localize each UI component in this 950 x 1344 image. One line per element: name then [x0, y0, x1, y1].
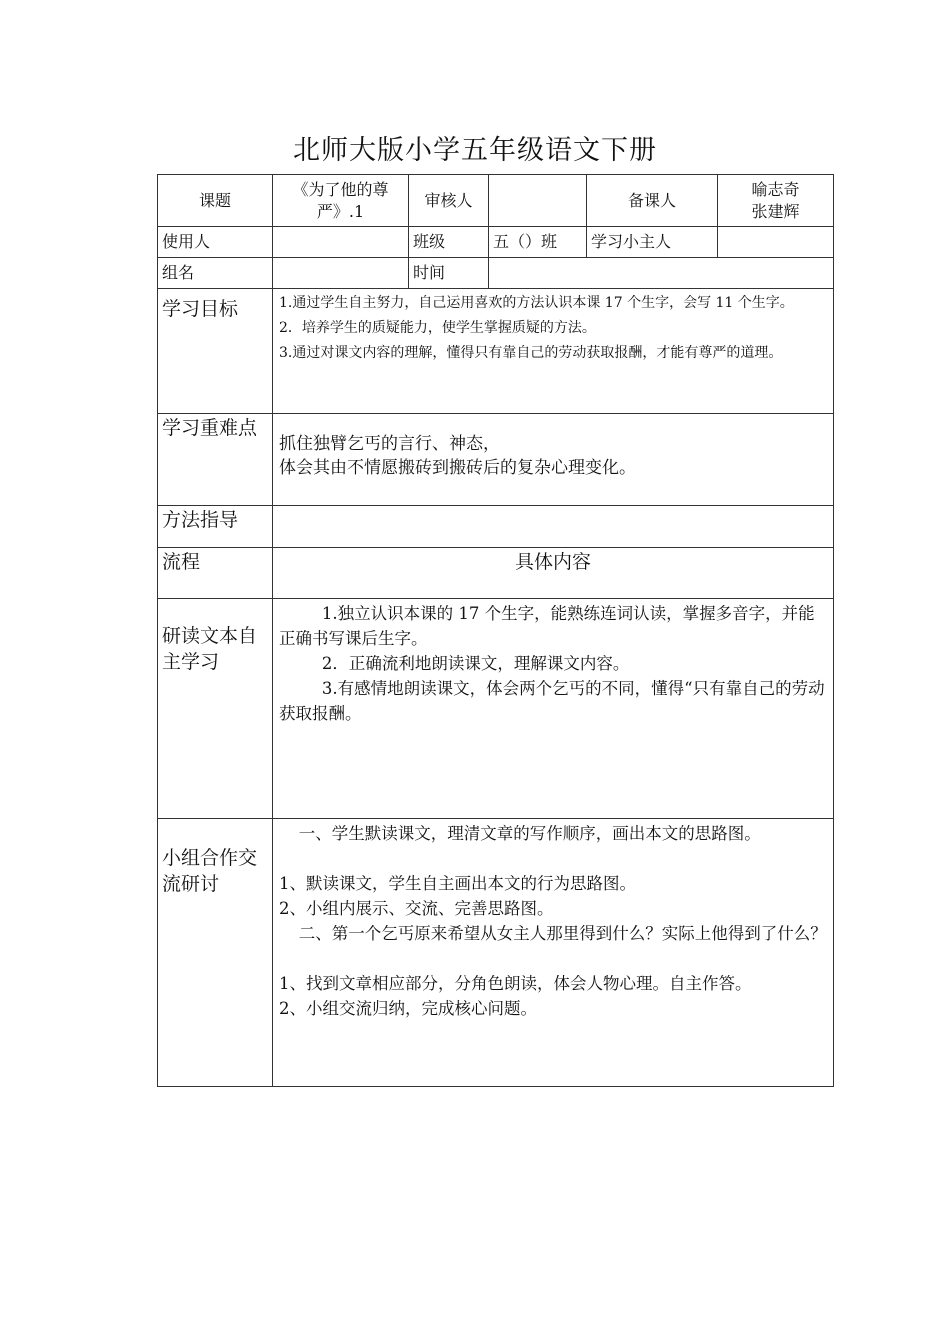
- flow-row: [158, 548, 834, 599]
- method-row: [158, 506, 834, 548]
- time-label: 时间: [409, 258, 489, 289]
- key-point-line: 抓住独臂乞丐的言行、神态，: [279, 434, 500, 454]
- self-study-row: [158, 599, 834, 819]
- group-work-content: [273, 819, 834, 1087]
- self-study-content: [273, 599, 834, 819]
- host-value[interactable]: [718, 227, 834, 258]
- lesson-plan-table: [157, 174, 834, 1087]
- time-value[interactable]: [489, 258, 834, 289]
- method-value[interactable]: [273, 506, 834, 548]
- self-study-label: 研读文本自主学习: [158, 599, 273, 819]
- goal-item: 3.通过对课文内容的理解，懂得只有靠自己的劳动获取报酬，才能有尊严的道理。: [279, 345, 783, 361]
- topic-value[interactable]: 《为了他的尊严》.1: [273, 175, 409, 227]
- self-study-item: 1.独立认识本课的 17 个生字，能熟练连词认读，掌握多音字，并能正确书写课后生字。: [279, 604, 815, 648]
- blank-line: [279, 946, 827, 971]
- group-label: 组名: [158, 258, 273, 289]
- key-points-row: [158, 414, 834, 506]
- group-work-item: 1、默读课文，学生自主画出本文的行为思路图。: [279, 874, 636, 893]
- group-work-heading: 二、第一个乞丐原来希望从女主人那里得到什么？实际上他得到了什么？: [298, 924, 827, 943]
- goal-item: 1.通过学生自主努力，自己运用喜欢的方法认识本课 17 个生字，会写 11 个生字。: [279, 295, 794, 311]
- method-label: 方法指导: [158, 506, 273, 548]
- group-work-item: 2、小组交流归纳，完成核心问题。: [279, 999, 537, 1018]
- self-study-item: 2．正确流利地朗读课文，理解课文内容。: [321, 654, 630, 673]
- goals-content: [273, 289, 834, 414]
- key-point-line: 体会其由不情愿搬砖到搬砖后的复杂心理变化。: [279, 458, 636, 478]
- flow-header: 具体内容: [273, 548, 834, 599]
- header-row-group: [158, 258, 834, 289]
- preparer-name-2: 张建辉: [751, 201, 800, 221]
- topic-label: 课题: [158, 175, 273, 227]
- class-label: 班级: [409, 227, 489, 258]
- class-value[interactable]: 五（）班: [489, 227, 587, 258]
- reviewer-value[interactable]: [489, 175, 587, 227]
- preparer-name-1: 喻志奇: [751, 179, 800, 199]
- header-row-topic: [158, 175, 834, 227]
- reviewer-label: 审核人: [409, 175, 489, 227]
- group-work-row: [158, 819, 834, 1087]
- key-points-label: 学习重难点: [158, 414, 273, 506]
- group-work-label: 小组合作交流研讨: [158, 819, 273, 1087]
- flow-label: 流程: [158, 548, 273, 599]
- blank-line: [279, 846, 827, 871]
- self-study-item: 3.有感情地朗读课文，体会两个乞丐的不同，懂得“只有靠自己的劳动获取报酬。: [279, 679, 825, 723]
- header-row-user: [158, 227, 834, 258]
- group-value[interactable]: [273, 258, 409, 289]
- host-label: 学习小主人: [587, 227, 718, 258]
- group-work-item: 1、找到文章相应部分，分角色朗读，体会人物心理。自主作答。: [279, 974, 752, 993]
- preparer-label: 备课人: [587, 175, 718, 227]
- goals-row: [158, 289, 834, 414]
- goals-label: 学习目标: [158, 289, 273, 414]
- document-title: 北师大版小学五年级语文下册: [293, 135, 657, 166]
- key-points-content: [273, 414, 834, 506]
- user-label: 使用人: [158, 227, 273, 258]
- group-work-item: 2、小组内展示、交流、完善思路图。: [279, 899, 554, 918]
- group-work-heading: 一、学生默读课文，理清文章的写作顺序，画出本文的思路图。: [298, 824, 761, 843]
- goal-item: 2．培养学生的质疑能力，使学生掌握质疑的方法。: [279, 320, 596, 336]
- user-value[interactable]: [273, 227, 409, 258]
- preparer-value[interactable]: [718, 175, 834, 227]
